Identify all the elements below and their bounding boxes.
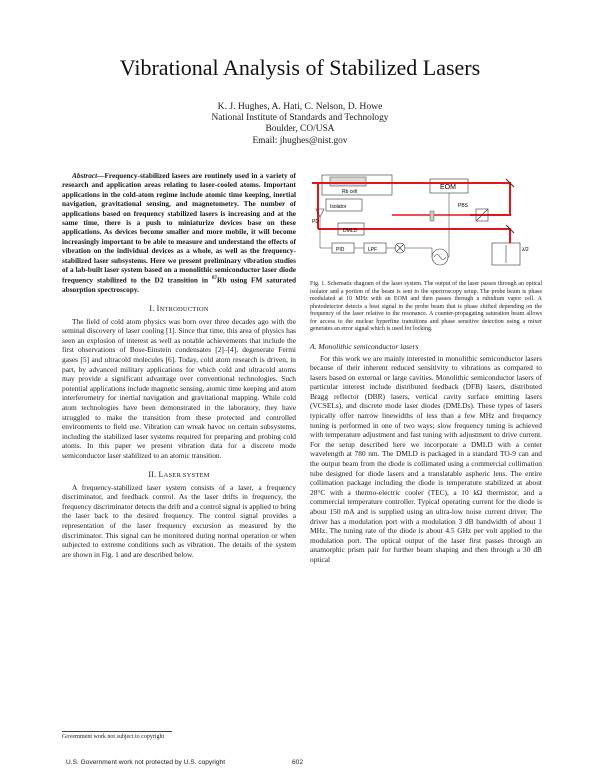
laser-system-schematic (310, 171, 542, 277)
section-title-smallcaps: NTRODUCTION (159, 305, 209, 313)
rb-cell-label: Rb cell (342, 189, 358, 195)
section-number: II. L (148, 469, 164, 479)
isotope-superscript: 87 (212, 276, 218, 282)
copyright-notice: U.S. Government work not protected by U.S. copyright (66, 759, 226, 766)
pbs-label: PBS (458, 203, 469, 209)
footnote-rule (62, 731, 172, 732)
abstract-text: —Frequency-stabilized lasers are routinely used in a variety of research and application areas relating to laser-cooled atoms. Important applications in the cold-atom regime include atomic time keeping, inertial navigation, gravitational sensing, and magnetometry. The number of applications based on frequency stabilized lasers is increasing and at the same time, there is a push to miniaturize devices base on these applications. As devices become smaller and more mobile, it will become increasingly important to be able to measure and understand the effects of vibration on the individual devices as a whole, as well as the frequency-stabilized laser subsystems. Here we present preliminary vibration studies of a lab-built laser system based on a monolithic semiconductor laser diode frequency stabilized to the D2 transition in (62, 171, 296, 285)
section-number: I. I (149, 303, 160, 313)
dmld-label: DMLD (343, 228, 358, 234)
schematic-diagram (310, 171, 542, 277)
page-footer (66, 759, 304, 766)
section-heading-laser-system (62, 470, 296, 479)
author-list: K. J. Hughes, A. Hati, C. Nelson, D. Howe (217, 101, 383, 112)
contact-email: Email: jhughes@nist.gov (252, 136, 348, 146)
location: Boulder, CO/USA (265, 124, 335, 134)
paper-title: Vibrational Analysis of Stabilized Lasers (119, 55, 481, 80)
subsection-heading: A. Monolithic semiconductor lasers (310, 341, 419, 351)
abstract-text-end: Rb using FM saturated absorption spectroscopy. (62, 275, 297, 295)
abstract (62, 171, 296, 295)
lambda-label: λ/2 (522, 247, 529, 253)
monolithic-lasers-paragraph: For this work we are mainly interested in monolithic semiconductor lasers because of their inherent reduced sensitivity to vibrations as compared to lasers based on external or large cavities. Monolithic semiconductor lasers of particular interest include distributed feedback (DFB) lasers, distributed Bragg reflector (DBR) lasers, vertical cavity surface emitting lasers (VCSELs), and discrete mode laser diodes (DMLDs). These types of lasers typically offer narrow linewidths of less than a few MHz and frequency tuning is performed in one of two ways; slow frequency tuning is achieved with temperature adjustment and fast tuning with adjustment to drive current. For the setup described here we incorporate a DMLD with a center wavelength at 780 nm. The DMLD is packaged in a standard TO-9 can and the output beam from the diode is collimated using a commercial collimation tube designed for diode lasers and a translatable aspheric lens. The entire collimation package including the diode is temperature stabilized at about 28°C with a thermo-electric cooler (TEC), a 10 kΩ thermistor, and a commercial temperature controller. Typical operating current for the diode is about 150 mA and is supplied using an ultra-low noise current driver. The driver has a modulation port with a modulation 3 dB bandwidth of about 1 MHz. The tuning rate of the diode is about 4.5 GHz per volt applied to the modulation port. The optical output of the laser first passes through an anamorphic prism pair for further beam shaping and then through a 30 dB optical (310, 353, 542, 564)
abstract-lead: Abstract (72, 171, 98, 180)
footnote: Government work not subject to copyright (62, 734, 165, 740)
right-column (310, 171, 542, 565)
affiliation: National Institute of Standards and Technology (211, 113, 389, 123)
eom-label: EOM (440, 184, 456, 191)
pd-label: PD (312, 219, 319, 225)
rb-cell (330, 177, 366, 186)
section-title-smallcaps: ASER SYSTEM (163, 471, 210, 479)
left-column (62, 171, 296, 559)
introduction-paragraph: The field of cold atom physics was born over three decades ago with the seminal discovery of laser cooling [1]. Since that time, this area of physics has seen an explosion of interest as well as notable achievements that include the first observations of Bose-Einstein condensates [2]–[4], degenerate Fermi gases [5] and ultracold molecules [6]. Today, cold atom research is driven, in part, by advanced military applications for which cold and ultracold atoms may provide a significant advantage over conventional technologies. Such potential applications include magnetic sensing, atomic time keeping and atom interferometry for inertial navigation and gravitational mapping. While cold atom technologies have been demonstrated in the laboratory, they have struggled to make the transition from these protected and controlled environments to field use. Vibration can wreak havoc on certain subsystems, including the stabilized laser systems required for preparing and probing cold atoms. In this paper we present vibration data for a discrete mode semiconductor laser stabilized to an atomic transition. (62, 316, 296, 461)
pid-label: PID (336, 247, 345, 253)
isolator-label: Isolator (330, 204, 347, 210)
waveplate (430, 211, 434, 221)
lpf-label: LPF (368, 247, 378, 253)
laser-system-paragraph: A frequency-stabilized laser system consists of a laser, a frequency discriminator, and feedback control. As the laser drifts in frequency, the frequency discriminator detects the drift and a control signal is applied to bring the laser back to the desired frequency. The control signal provides a representation of the laser frequency excursion as measured by the discriminator. This signal can be monitored during normal operation or when subjected to extreme conditions such as vibration. The details of the system are shown in Fig. 1 and are described below. (62, 482, 296, 559)
section-heading-introduction (62, 304, 296, 313)
page-number: 602 (292, 759, 304, 766)
figure-caption: Fig. 1. Schematic diagram of the laser system. The output of the laser passes through an optical isolator and a portion of the beam is sent to the spectroscopy setup. The probe beam is phase modulated at 10 MHz with an EOM and then passes through a rubidium vapor cell. A photodetector detects a beat signal in the probe beam that is phase shifted depending on the frequency of the laser relative to the resonance. A counter-propagating saturation beam allows for access to the nuclear hyperfine transitions and phase sensitive detection using a mixer generates an error signal which is used for locking. (310, 281, 542, 332)
